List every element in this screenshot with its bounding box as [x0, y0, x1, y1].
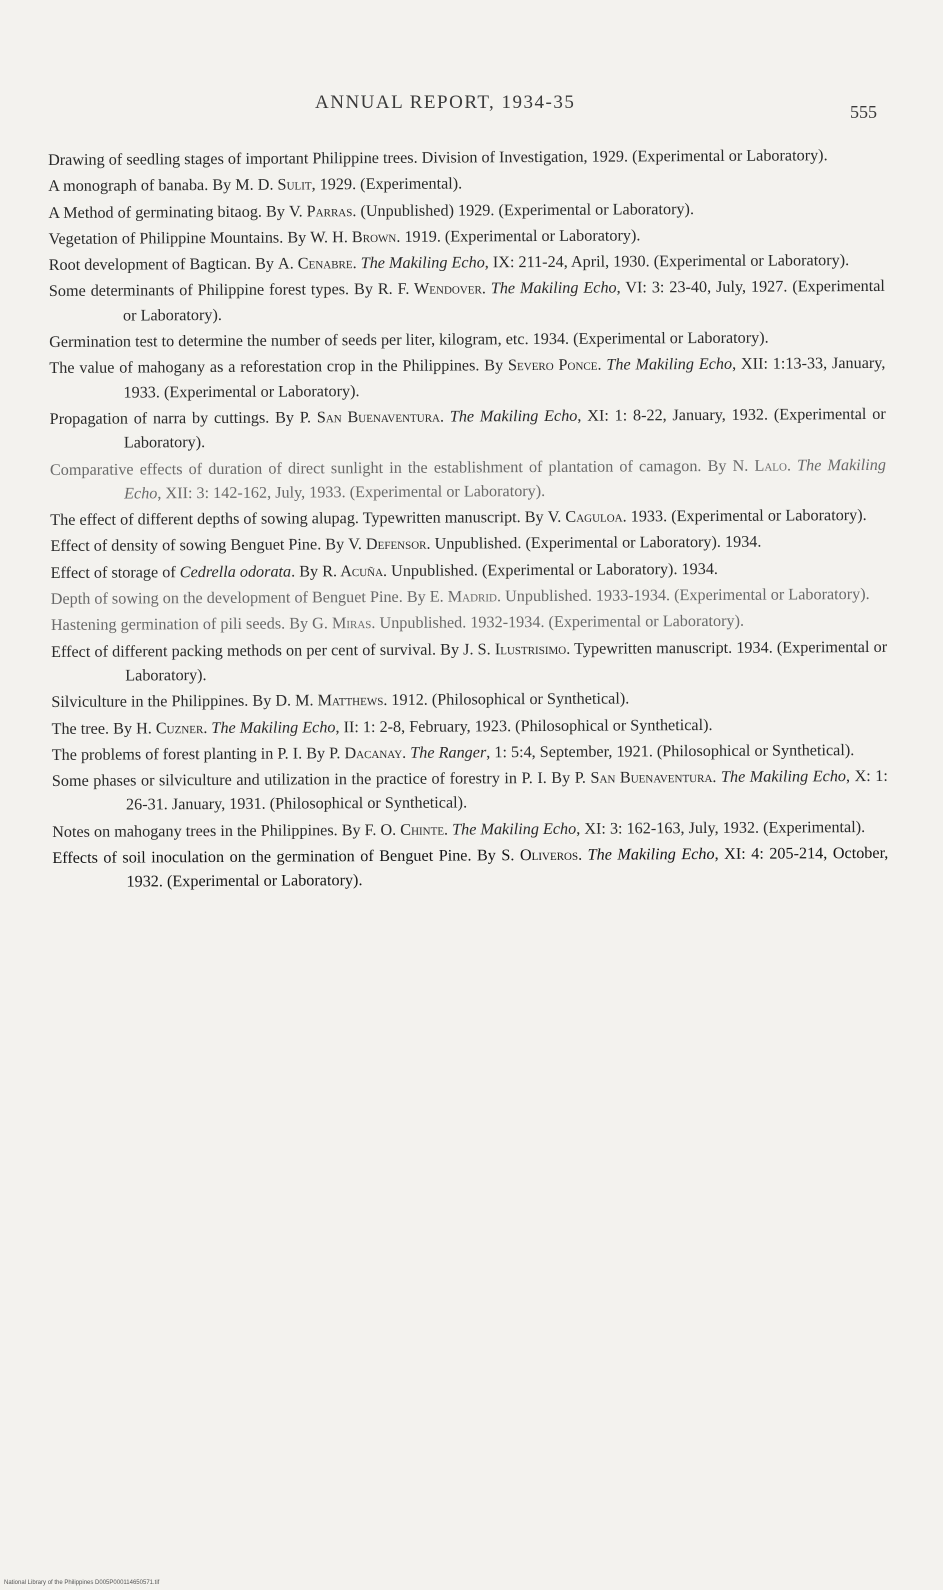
entry-text: . — [712, 768, 722, 787]
entry-author: M. D. Sulit — [235, 175, 312, 195]
entry-text: . By — [291, 562, 323, 581]
running-title: ANNUAL REPORT, 1934-35 — [315, 92, 576, 113]
entry-text: , 1929. (Experimental). — [311, 174, 463, 194]
bibliography-list — [48, 143, 889, 897]
bibliography-entry — [48, 169, 884, 198]
entry-author: Severo Ponce — [507, 356, 598, 375]
bibliography-entry — [51, 711, 887, 740]
entry-author: N. Lalo — [732, 456, 787, 475]
bibliography-entry — [49, 274, 885, 328]
entry-text: Silviculture in the Philippines. By — [51, 691, 276, 712]
bibliography-entry — [51, 635, 887, 689]
bibliography-entry — [50, 452, 886, 506]
entry-text: The effect of different depths of sowing alupag. Typewritten manuscript. By — [50, 508, 548, 530]
entry-author: P. Dacanay — [329, 743, 403, 763]
bibliography-entry — [52, 815, 888, 844]
entry-text: Effects of soil inoculation on the germination of Benguet Pine. By — [52, 846, 502, 868]
entry-text: A Method of germinating bitaog. By — [48, 202, 289, 222]
entry-text: , 1: 5:4, September, 1921. (Philosophical or Synthetical). — [486, 740, 855, 762]
entry-journal: The Makiling Echo — [360, 253, 485, 273]
bibliography-entry — [51, 608, 887, 637]
entry-text: , X: 1: 26-31. January, 1931. (Philosophical or Synthetical). — [125, 767, 888, 814]
entry-author: W. H. Brown — [310, 227, 397, 247]
entry-text: . — [352, 254, 361, 273]
entry-text: . 1912. (Philosophical or Synthetical). — [383, 689, 630, 710]
entry-text: Germination test to determine the number of seeds per liter, kilogram, etc. 1934. (Experimental or Laboratory). — [49, 328, 769, 352]
entry-journal: The Makiling Echo — [452, 819, 577, 839]
entry-journal: The Makiling Echo — [124, 455, 887, 503]
entry-author: V. Parras — [288, 201, 353, 221]
entry-author: P. San Buenaventura — [574, 768, 713, 787]
entry-text: Some phases or silviculture and utilization in the practice of forestry in P. I. By — [51, 768, 575, 791]
entry-author: R. Acuña — [322, 561, 384, 581]
entry-text: . — [481, 279, 491, 298]
entry-author: F. O. Chinte — [364, 820, 445, 839]
entry-text: Effect of storage of — [50, 562, 180, 582]
entry-text: . Typewritten manuscript. 1934. (Experimental or Laboratory). — [125, 637, 888, 685]
bibliography-entry — [52, 841, 888, 895]
entry-text: . 1933. (Experimental or Laboratory). — [622, 506, 867, 526]
entry-text: Hastening germination of pili seeds. By — [50, 614, 313, 635]
entry-text: The value of mahogany as a reforestation crop in the Philippines. By — [49, 356, 509, 378]
entry-author: E. Madrid — [429, 587, 498, 606]
bibliography-entry — [51, 685, 887, 714]
bibliography-entry — [50, 529, 886, 558]
entry-journal: The Makiling Echo — [490, 279, 617, 298]
entry-text: . Unpublished. 1932-1934. (Experimental or Laboratory). — [371, 612, 745, 633]
entry-text: . 1919. (Experimental or Laboratory). — [396, 226, 641, 246]
entry-journal: Cedrella odorata — [179, 562, 292, 581]
entry-text: , VI: 3: 23-40, July, 1927. (Experimental or Laboratory). — [122, 277, 885, 325]
entry-author: A. Cenabre — [277, 254, 353, 273]
bibliography-entry — [51, 582, 887, 611]
entry-text: Comparative effects of duration of direct sunlight in the establishment of plantation of camagon. By — [49, 456, 733, 479]
bibliography-entry — [51, 556, 887, 585]
entry-text: Drawing of seedling stages of important Philippine trees. Division of Investigation, 1929. (Experimental or Laboratory). — [48, 146, 828, 169]
bibliography-entry — [49, 248, 885, 277]
entry-text: . (Unpublished) 1929. (Experimental or Laboratory). — [352, 199, 695, 220]
entry-text: Depth of sowing on the development of Benguet Pine. By — [50, 587, 430, 609]
entry-text: The tree. By — [51, 719, 137, 738]
entry-text: Effect of different packing methods on per cent of survival. By — [51, 640, 464, 661]
entry-text: A monograph of banaba. By — [48, 176, 236, 196]
entry-text: . — [578, 845, 588, 864]
entry-author: S. Oliveros — [501, 845, 579, 865]
entry-journal: The Makiling Echo — [211, 717, 336, 737]
entry-text: . Unpublished. 1933-1934. (Experimental or Laboratory). — [496, 585, 870, 606]
entry-author: H. Cuzner — [136, 718, 204, 738]
entry-text: , XI: 1: 8-22, January, 1932. (Experimental or Laboratory). — [123, 404, 886, 452]
entry-text: Notes on mahogany trees in the Philippines. By — [52, 820, 365, 841]
bibliography-entry — [48, 195, 884, 224]
entry-journal: The Makiling Echo — [587, 844, 715, 864]
entry-author: R. F. Wendover — [377, 279, 482, 299]
entry-text: . Unpublished. (Experimental or Laboratory). 1934. — [426, 533, 762, 554]
entry-author: J. S. Ilustrisimo — [463, 639, 567, 659]
entry-text: . Unpublished. (Experimental or Laboratory). 1934. — [382, 559, 718, 580]
entry-text: . — [203, 718, 212, 737]
entry-author: D. M. Matthews — [275, 691, 384, 710]
entry-text: Vegetation of Philippine Mountains. By — [48, 228, 311, 248]
entry-journal: The Makiling Echo — [606, 355, 733, 374]
entry-text: , XI: 3: 162-163, July, 1932. (Experimental). — [576, 817, 866, 838]
entry-author: G. Miras — [312, 614, 372, 633]
entry-text: . — [597, 355, 607, 375]
entry-text: Effect of density of sowing Benguet Pine. By — [50, 535, 349, 556]
entry-text: Root development of Bagtican. By — [48, 254, 279, 275]
entry-journal: The Ranger — [410, 743, 487, 762]
entry-author: V. Defensor — [348, 535, 427, 554]
entry-text: . — [786, 455, 798, 475]
entry-text: , XII: 1:13-33, January, 1933. (Experimental or Laboratory). — [123, 354, 886, 402]
entry-text: . — [443, 820, 453, 839]
entry-text: Some determinants of Philippine forest types. By — [48, 280, 378, 301]
entry-journal: The Makiling Echo — [449, 406, 578, 426]
scan-footer: National Library of the Philippines D005P000114650571.tif — [4, 1580, 160, 1586]
entry-text: Propagation of narra by cuttings. By — [49, 408, 300, 428]
entry-author: V. Caguloa — [547, 507, 623, 527]
entry-text: . — [439, 407, 450, 426]
bibliography-entry — [50, 503, 886, 532]
bibliography-entry — [49, 351, 885, 405]
entry-journal: The Makiling Echo — [720, 767, 847, 787]
entry-text: , XII: 3: 142-162, July, 1933. (Experimental or Laboratory). — [157, 481, 546, 503]
bibliography-entry — [48, 222, 884, 251]
entry-text: , II: 1: 2-8, February, 1923. (Philosophical or Synthetical). — [335, 715, 713, 736]
bibliography-entry — [49, 325, 885, 354]
page-number: 555 — [850, 102, 877, 122]
entry-author: P. San Buenaventura — [299, 407, 441, 427]
entry-text: The problems of forest planting in P. I. By — [51, 744, 330, 764]
entry-text: , IX: 211-24, April, 1930. (Experimental or Laboratory). — [484, 251, 850, 272]
bibliography-entry — [52, 764, 888, 818]
entry-text: . — [402, 743, 411, 762]
page-header — [0, 92, 943, 122]
bibliography-entry — [50, 402, 886, 456]
bibliography-entry — [48, 143, 884, 172]
entry-text: , XI: 4: 205-214, October, 1932. (Experimental or Laboratory). — [126, 843, 889, 891]
bibliography-entry — [52, 738, 888, 767]
